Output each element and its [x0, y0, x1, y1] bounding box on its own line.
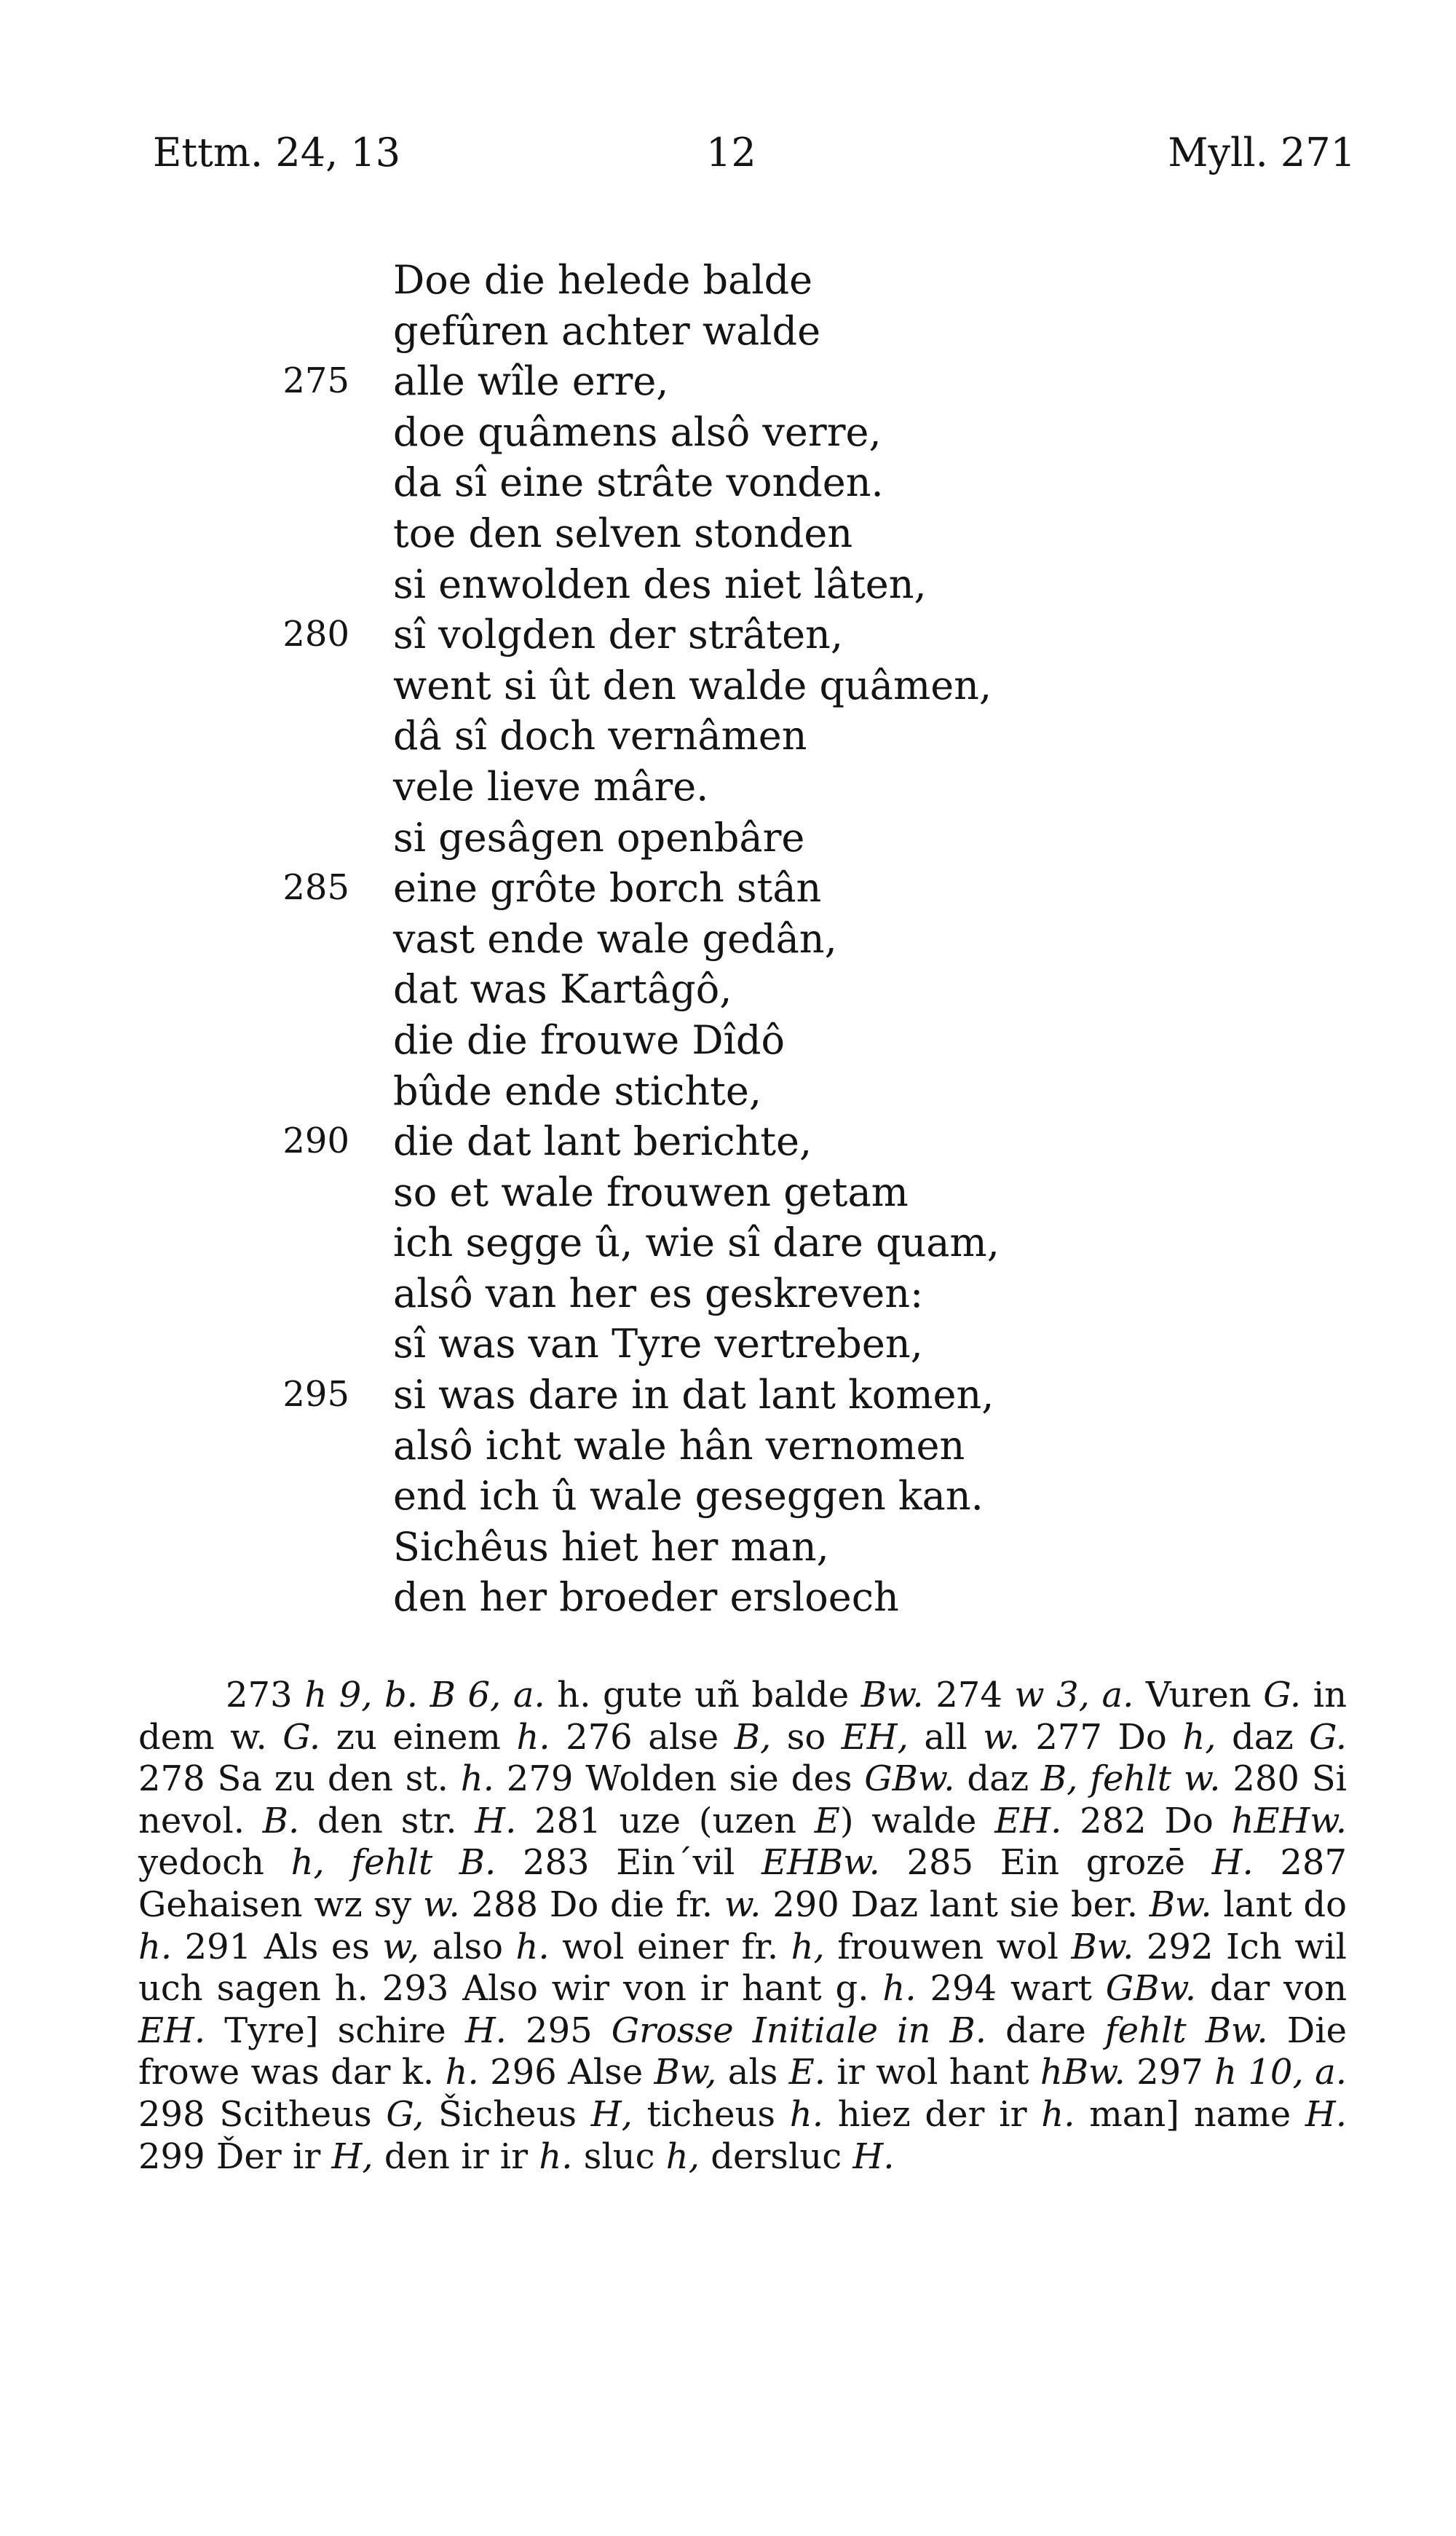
verse-text: sî was van Tyre vertreben,: [393, 1321, 923, 1367]
verse-text: gefûren achter walde: [393, 307, 821, 354]
apparatus-siglum: h.: [539, 2136, 573, 2177]
apparatus-text: 274: [923, 1675, 1015, 1715]
apparatus-text: frouwen wol: [824, 1926, 1072, 1967]
verse-line: [240, 407, 1114, 458]
verse-line: [240, 1217, 1114, 1268]
apparatus-text: ) walde: [839, 1800, 995, 1841]
apparatus-siglum: h.: [789, 2093, 823, 2135]
verse-text: si enwolden des niet lâten,: [393, 561, 927, 607]
apparatus-text: als: [716, 2052, 789, 2093]
verse-text: si gesâgen openbâre: [393, 814, 805, 861]
verse-number: 295: [282, 1374, 349, 1415]
apparatus-siglum: h 10, a.: [1214, 2052, 1347, 2093]
apparatus-text: so: [771, 1716, 842, 1758]
apparatus-text: 282 Do: [1061, 1800, 1232, 1841]
apparatus-siglum: h.: [138, 1926, 173, 1967]
apparatus-text: 276 alse: [550, 1716, 735, 1758]
apparatus-text: Šicheus: [424, 2093, 591, 2135]
apparatus-text: den ir ir: [373, 2136, 539, 2177]
apparatus-text: man] name: [1075, 2093, 1305, 2135]
apparatus-siglum: EH.: [994, 1800, 1062, 1841]
apparatus-siglum: H.: [1305, 2093, 1348, 2135]
apparatus-text: 299 Ďer ir: [138, 2136, 332, 2177]
apparatus-siglum: hBw.: [1040, 2052, 1125, 2093]
apparatus-text: dersluc: [699, 2136, 853, 2177]
apparatus-siglum: H,: [590, 2093, 633, 2135]
apparatus-siglum: hEHw.: [1231, 1800, 1348, 1841]
apparatus-siglum: G,: [386, 2093, 424, 2135]
apparatus-text: 280 Si nevol.: [138, 1758, 1348, 1841]
verse-text: die dat lant berichte,: [393, 1118, 812, 1165]
apparatus-siglum: H.: [464, 2010, 507, 2051]
apparatus-siglum: Grosse Initiale in B.: [611, 2010, 986, 2051]
apparatus-text: lant do: [1211, 1884, 1348, 1925]
apparatus-siglum: w.: [423, 1884, 460, 1925]
verse-line: [240, 356, 1114, 407]
apparatus-siglum: H.: [1211, 1842, 1254, 1884]
verse-text: went si ût den walde quâmen,: [393, 662, 992, 708]
apparatus-text: Die frowe was dar k.: [138, 2010, 1348, 2093]
apparatus-text: h. gute uñ balde: [545, 1675, 861, 1715]
running-head-left: Ettm. 24, 13: [153, 130, 401, 175]
verse-text: alsô van her es geskreven:: [393, 1270, 924, 1316]
apparatus-siglum: EH,: [841, 1716, 909, 1758]
verse-line: [240, 1522, 1114, 1573]
apparatus-siglum: G.: [1263, 1675, 1302, 1715]
apparatus-text: 283 Ein´vil: [496, 1842, 762, 1884]
verse-line: [240, 660, 1114, 711]
apparatus-siglum: h.: [1041, 2093, 1075, 2135]
verse-line: [240, 1471, 1114, 1522]
verse-number: 275: [282, 360, 349, 402]
apparatus-siglum: w.: [983, 1716, 1020, 1758]
apparatus-siglum: H.: [475, 1800, 517, 1841]
verse-text: vele lieve mâre.: [393, 763, 709, 810]
verse-text: Doe die helede balde: [393, 257, 813, 303]
verse-line: [240, 1572, 1114, 1623]
verse-line: [240, 1319, 1114, 1370]
apparatus-text: also: [419, 1926, 516, 1967]
verse-line: [240, 1268, 1114, 1319]
verse-number: 285: [282, 867, 349, 909]
verse-text: doe quâmens alsô verre,: [393, 408, 882, 455]
verse-text: so et wale frouwen getam: [393, 1169, 909, 1215]
apparatus-text: 292 Ich wil uch sagen h. 293 Also wir von ir hant g.: [138, 1926, 1347, 2010]
apparatus-siglum: h, fehlt B.: [290, 1842, 496, 1884]
apparatus-siglum: h 9, b. B 6, a.: [304, 1675, 545, 1715]
apparatus-siglum: w.: [724, 1884, 761, 1925]
apparatus-siglum: H.: [852, 2136, 895, 2177]
critical-apparatus: [138, 1675, 1347, 2178]
apparatus-text: 285 Ein grozē: [879, 1842, 1212, 1884]
apparatus-text: den str.: [299, 1800, 475, 1841]
verse-line: [240, 1421, 1114, 1472]
apparatus-siglum: w,: [382, 1926, 420, 1967]
apparatus-siglum: h.: [460, 1758, 494, 1800]
apparatus-siglum: w 3, a.: [1014, 1675, 1134, 1715]
apparatus-text: 291 Als es: [172, 1926, 383, 1967]
apparatus-text: hiez der ir: [823, 2093, 1042, 2135]
apparatus-text: sluc: [572, 2136, 666, 2177]
verse-text: sî volgden der strâten,: [393, 612, 843, 658]
verse-text: Sichêus hiet her man,: [393, 1523, 829, 1570]
apparatus-siglum: h.: [445, 2052, 479, 2093]
apparatus-text: 287 Gehaisen wz sy: [138, 1842, 1348, 1925]
verse-line: [240, 1370, 1114, 1421]
apparatus-siglum: GBw.: [864, 1758, 955, 1800]
apparatus-text: zu einem: [320, 1716, 517, 1758]
apparatus-siglum: EH.: [138, 2010, 206, 2051]
apparatus-siglum: G.: [282, 1716, 321, 1758]
verse-line: [240, 964, 1114, 1015]
apparatus-siglum: h.: [516, 1716, 550, 1758]
verse-text: dat was Kartâgô,: [393, 966, 732, 1013]
page-header: [153, 130, 1356, 195]
verse-line: [240, 711, 1114, 762]
apparatus-text: daz: [1216, 1716, 1310, 1758]
apparatus-text: daz: [954, 1758, 1041, 1800]
apparatus-siglum: fehlt Bw.: [1104, 2010, 1268, 2051]
verse-line: [240, 1116, 1114, 1167]
running-head-right: Myll. 271: [1168, 130, 1356, 175]
apparatus-text: in dem w.: [138, 1675, 1347, 1758]
apparatus-siglum: H,: [331, 2136, 373, 2177]
apparatus-text: 281 uze (uzen: [516, 1800, 815, 1841]
verse-text: ich segge û, wie sî dare quam,: [393, 1220, 1000, 1266]
verse-text: alsô icht wale hân vernomen: [393, 1422, 965, 1469]
verse-line: [240, 306, 1114, 357]
apparatus-text: wol einer fr.: [549, 1926, 791, 1967]
poem-text: [240, 255, 1114, 1623]
apparatus-siglum: h.: [882, 1968, 917, 2010]
apparatus-text: 273: [226, 1675, 305, 1715]
apparatus-text: Tyre] schire: [205, 2010, 465, 2051]
verse-line: [240, 1066, 1114, 1117]
verse-line: [240, 1015, 1114, 1066]
verse-text: bûde ende stichte,: [393, 1067, 761, 1114]
apparatus-siglum: EHBw.: [761, 1842, 880, 1884]
apparatus-siglum: h,: [791, 1926, 825, 1967]
apparatus-siglum: B, fehlt w.: [1040, 1758, 1221, 1800]
verse-line: [240, 863, 1114, 914]
verse-number: 290: [282, 1121, 349, 1162]
apparatus-siglum: G.: [1309, 1716, 1347, 1758]
apparatus-siglum: B,: [734, 1716, 772, 1758]
apparatus-siglum: Bw.: [1071, 1926, 1134, 1967]
apparatus-siglum: E.: [788, 2052, 826, 2093]
apparatus-text: yedoch: [138, 1842, 291, 1884]
apparatus-text: 277 Do: [1019, 1716, 1183, 1758]
apparatus-siglum: Bw,: [654, 2052, 717, 2093]
apparatus-text: 290 Daz lant sie ber.: [761, 1884, 1150, 1925]
verse-line: [240, 914, 1114, 965]
apparatus-text: 278 Sa zu den st.: [138, 1758, 461, 1800]
apparatus-siglum: h,: [1182, 1716, 1216, 1758]
apparatus-text: 279 Wolden sie des: [494, 1758, 865, 1800]
apparatus-siglum: Bw.: [1149, 1884, 1212, 1925]
apparatus-siglum: Bw.: [860, 1675, 924, 1715]
verse-text: den her broeder ersloech: [393, 1574, 899, 1621]
apparatus-text: 296 Alse: [478, 2052, 654, 2093]
apparatus-text: 297: [1125, 2052, 1215, 2093]
verse-text: da sî eine strâte vonden.: [393, 459, 884, 506]
apparatus-siglum: E: [814, 1800, 840, 1841]
apparatus-text: 295: [506, 2010, 612, 2051]
verse-line: [240, 255, 1114, 306]
verse-line: [240, 559, 1114, 610]
verse-line: [240, 762, 1114, 813]
page-number: 12: [706, 130, 756, 175]
verse-text: eine grôte borch stân: [393, 865, 822, 912]
apparatus-siglum: h.: [515, 1926, 550, 1967]
apparatus-text: ir wol hant: [826, 2052, 1040, 2093]
verse-line: [240, 813, 1114, 864]
apparatus-text: 294 wart: [916, 1968, 1106, 2010]
verse-text: toe den selven stonden: [393, 510, 853, 556]
verse-line: [240, 609, 1114, 660]
apparatus-text: ticheus: [632, 2093, 790, 2135]
apparatus-siglum: GBw.: [1105, 1968, 1197, 2010]
apparatus-text: 298 Scitheus: [138, 2093, 387, 2135]
apparatus-text: dar von: [1196, 1968, 1348, 2010]
verse-text: alle wîle erre,: [393, 358, 669, 405]
verse-line: [240, 1167, 1114, 1218]
apparatus-text: dare: [986, 2010, 1105, 2051]
verse-text: die die frouwe Dîdô: [393, 1016, 785, 1063]
apparatus-text: 288 Do die fr.: [459, 1884, 724, 1925]
verse-text: vast ende wale gedân,: [393, 915, 837, 962]
apparatus-siglum: B.: [262, 1800, 300, 1841]
apparatus-text: Vuren: [1133, 1675, 1264, 1715]
apparatus-text: all: [908, 1716, 984, 1758]
verse-text: si was dare in dat lant komen,: [393, 1372, 994, 1418]
verse-number: 280: [282, 614, 349, 655]
verse-line: [240, 457, 1114, 508]
apparatus-siglum: h,: [665, 2136, 700, 2177]
verse-line: [240, 508, 1114, 559]
verse-text: end ich û wale geseggen kan.: [393, 1473, 984, 1520]
verse-text: dâ sî doch vernâmen: [393, 713, 807, 759]
